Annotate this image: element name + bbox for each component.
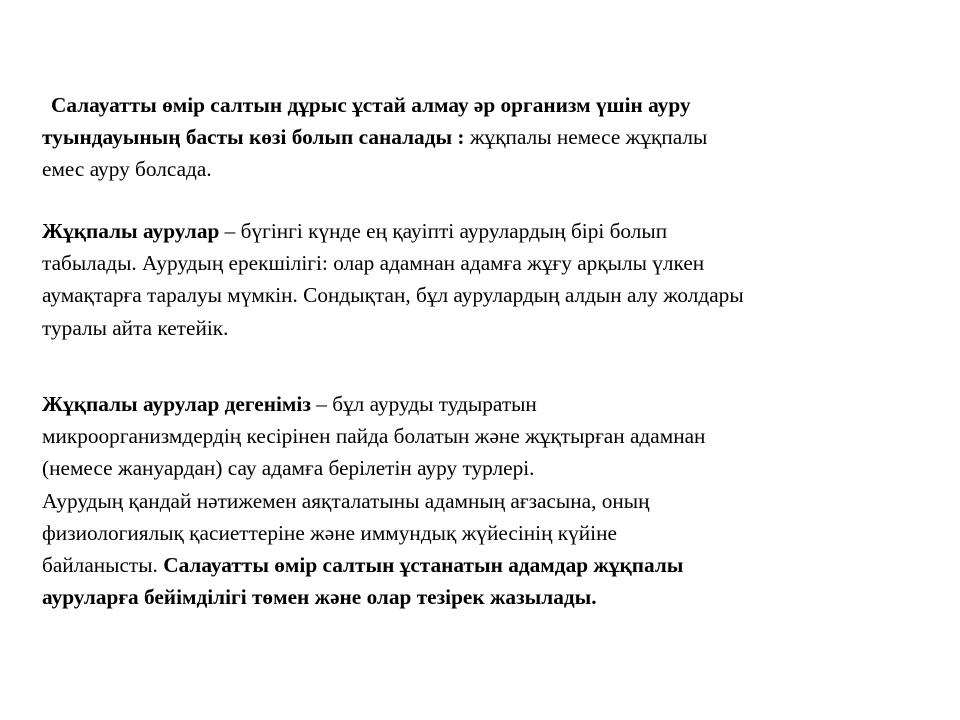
- intro-line-1: [42, 93, 691, 117]
- intro-line-2-rest: жұқпалы немесе жұқпалы: [464, 125, 708, 150]
- definition-line-3: (немесе жануардан) сау адамға берілетін ауру турлері.: [42, 456, 535, 481]
- intro-line-2-bold: туындауының басты көзі болып саналады :: [42, 125, 465, 150]
- definition-line-7-bold: ауруларға бейімділігі төмен және олар тезірек жазылады.: [42, 585, 597, 610]
- definition-paragraph: [42, 388, 932, 613]
- definition-line-5: физиологиялық қасиеттеріне және иммундық жүйесінің күйіне: [42, 520, 617, 545]
- intro-paragraph: [42, 89, 932, 186]
- intro-line-3: емес ауру болсада.: [42, 157, 212, 182]
- definition-line-6-bold: Салауатты өмір салтын ұстанатын адамдар жұқпалы: [163, 553, 684, 578]
- infectious-line-1-rest: – бүгінгі күнде ең қауіпті аурулардың бірі болып: [219, 219, 668, 243]
- infectious-line-4: туралы айта кетейік.: [42, 315, 229, 340]
- infectious-diseases-term: Жұқпалы аурулар: [42, 219, 220, 243]
- infectious-line-2: табылады. Аурудың ерекшілігі: олар адамнан адамға жұғу арқылы үлкен: [42, 251, 705, 276]
- definition-line-2: микроорганизмдердің кесірінен пайда болатын және жұқтырған адамнан: [42, 424, 706, 449]
- definition-line-1-rest: – бұл ауруды тудыратын: [310, 392, 537, 416]
- infectious-line-3: аумақтарға таралуы мүмкін. Сондықтан, бұл аурулардың алдын алу жолдары: [42, 283, 744, 308]
- definition-term: Жұқпалы аурулар дегеніміз: [42, 392, 311, 416]
- definition-line-6-rest: байланысты.: [42, 553, 164, 578]
- definition-line-4: Аурудың қандай нәтижемен аяқталатыны адамның ағзасына, оның: [42, 488, 650, 513]
- intro-line-1-bold: Салауатты өмір салтын дұрыс ұстай алмау әр организм үшін ауру: [51, 93, 691, 117]
- infectious-diseases-paragraph: [42, 215, 932, 344]
